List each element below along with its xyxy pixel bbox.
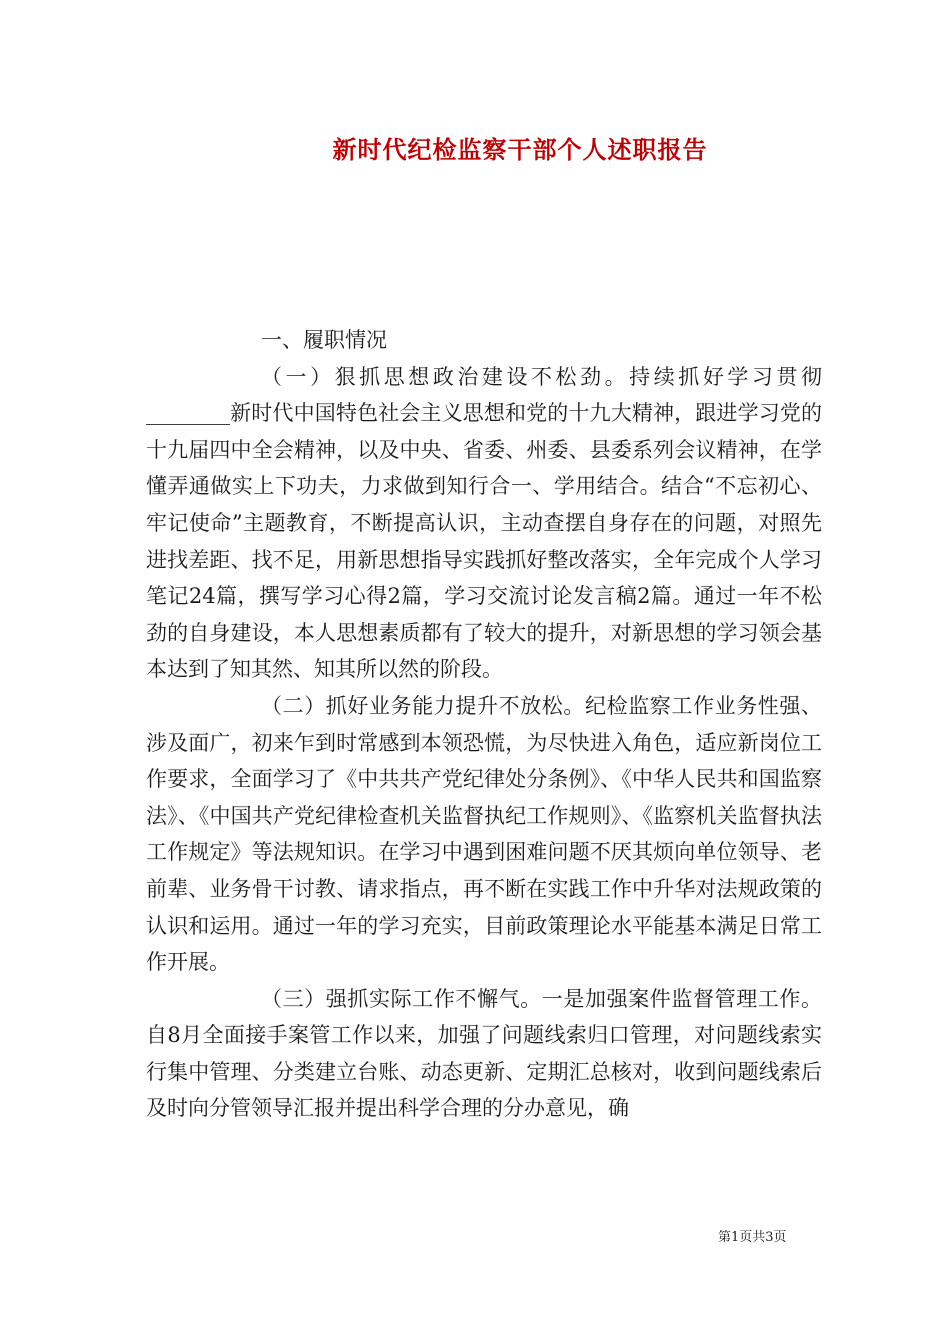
section-heading: 一、履职情况 bbox=[261, 328, 387, 352]
document-title: 新时代纪检监察干部个人述职报告 bbox=[332, 135, 708, 164]
document-body bbox=[146, 322, 822, 1127]
paragraph-1: （一）狠抓思想政治建设不松劲。持续抓好学习贯彻________新时代中国特色社会主义思想和党的十九大精神，跟进学习党的十九届四中全会精神，以及中央、省委、州委、县委系列会议精神，在学懂弄通做实上下功夫，力求做到知行合一、学用结合。结合“不忘初心、牢记使命”主题教育，不断提高认识，主动查摆自身存在的问题，对照先进找差距、找不足，用新思想指导实践抓好整改落实，全年完成个人学习笔记24篇，撰写学习心得2篇，学习交流讨论发言稿2篇。通过一年不松劲的自身建设，本人思想素质都有了较大的提升，对新思想的学习领会基本达到了知其然、知其所以然的阶段。 bbox=[146, 364, 822, 682]
paragraph-2: （二）抓好业务能力提升不放松。纪检监察工作业务性强、涉及面广，初来乍到时常感到本领恐慌，为尽快进入角色，适应新岗位工作要求，全面学习了《中共共产党纪律处分条例》、《中华人民共和国监察法》、《中国共产党纪律检查机关监督执纪工作规则》、《监察机关监督执法工作规定》等法规知识。在学习中遇到困难问题不厌其烦向单位领导、老前辈、业务骨干讨教、请求指点，再不断在实践工作中升华对法规政策的认识和运用。通过一年的学习充实，目前政策理论水平能基本满足日常工作开展。 bbox=[146, 693, 822, 975]
page-number: 第1页共3页 bbox=[718, 1230, 787, 1245]
paragraph-3: （三）强抓实际工作不懈气。一是加强案件监督管理工作。自8月全面接手案管工作以来，加强了问题线索归口管理，对问题线索实行集中管理、分类建立台账、动态更新、定期汇总核对，收到问题线索后及时向分管领导汇报并提出科学合理的分办意见，确 bbox=[146, 986, 822, 1121]
